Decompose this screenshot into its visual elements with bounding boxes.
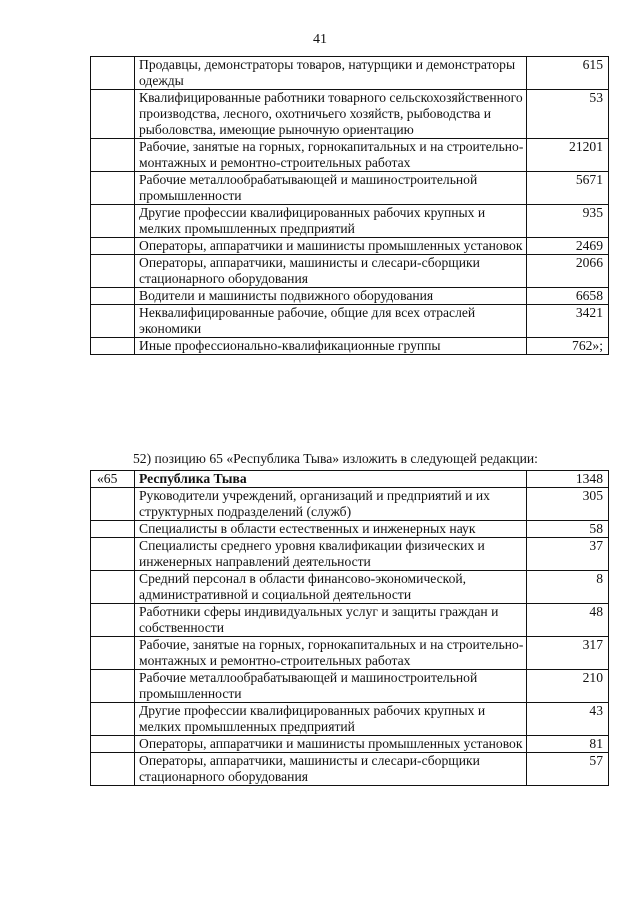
row-occupation-group: Специалисты среднего уровня квалификации физических и инженерных направлений деятельности	[135, 538, 527, 571]
row-occupation-group: Продавцы, демонстраторы товаров, натурщики и демонстраторы одежды	[135, 57, 527, 90]
row-value: 21201	[527, 139, 609, 172]
row-code	[91, 736, 135, 753]
row-value: 81	[527, 736, 609, 753]
amendment-paragraph: 52) позицию 65 «Республика Тыва» изложить в следующей редакции:	[133, 451, 538, 466]
table-row	[91, 288, 609, 305]
row-code	[91, 703, 135, 736]
row-occupation-group: Рабочие, занятые на горных, горнокапитальных и на строительно-монтажных и ремонтно-строительных работах	[135, 637, 527, 670]
row-value: 2066	[527, 255, 609, 288]
row-occupation-group: Водители и машинисты подвижного оборудования	[135, 288, 527, 305]
row-code	[91, 571, 135, 604]
table-row	[91, 604, 609, 637]
row-occupation-group: Специалисты в области естественных и инженерных наук	[135, 521, 527, 538]
row-code	[91, 205, 135, 238]
region-name: Республика Тыва	[135, 471, 527, 488]
row-code	[91, 604, 135, 637]
row-value: 2469	[527, 238, 609, 255]
row-code	[91, 238, 135, 255]
row-occupation-group: Рабочие, занятые на горных, горнокапитальных и на строительно-монтажных и ремонтно-строительных работах	[135, 139, 527, 172]
row-value: 317	[527, 637, 609, 670]
occupation-table-continued	[90, 56, 609, 355]
row-occupation-group: Руководители учреждений, организаций и предприятий и их структурных подразделений (служб)	[135, 488, 527, 521]
row-value: 57	[527, 753, 609, 786]
table-row	[91, 305, 609, 338]
row-code	[91, 172, 135, 205]
table-row	[91, 703, 609, 736]
row-value: 762»;	[527, 338, 609, 355]
row-occupation-group: Иные профессионально-квалификационные группы	[135, 338, 527, 355]
row-value: 37	[527, 538, 609, 571]
row-occupation-group: Работники сферы индивидуальных услуг и защиты граждан и собственности	[135, 604, 527, 637]
row-occupation-group: Операторы, аппаратчики, машинисты и слесари-сборщики стационарного оборудования	[135, 753, 527, 786]
row-occupation-group: Другие профессии квалифицированных рабочих крупных и мелких промышленных предприятий	[135, 703, 527, 736]
row-value: 58	[527, 521, 609, 538]
table-row	[91, 670, 609, 703]
row-value: 3421	[527, 305, 609, 338]
table-row	[91, 139, 609, 172]
row-code: «65	[91, 471, 135, 488]
row-occupation-group: Квалифицированные работники товарного сельскохозяйственного производства, лесного, охотничьего хозяйств, рыбоводства и рыболовства, имеющие рыночную ориентацию	[135, 90, 527, 139]
row-code	[91, 305, 135, 338]
row-code	[91, 753, 135, 786]
row-value: 53	[527, 90, 609, 139]
table-row	[91, 753, 609, 786]
table-row	[91, 255, 609, 288]
row-occupation-group: Рабочие металлообрабатывающей и машиностроительной промышленности	[135, 670, 527, 703]
row-occupation-group: Операторы, аппаратчики и машинисты промышленных установок	[135, 736, 527, 753]
row-value: 6658	[527, 288, 609, 305]
row-code	[91, 139, 135, 172]
row-code	[91, 90, 135, 139]
row-code	[91, 538, 135, 571]
row-code	[91, 488, 135, 521]
row-code	[91, 637, 135, 670]
table-row	[91, 571, 609, 604]
row-code	[91, 338, 135, 355]
row-occupation-group: Другие профессии квалифицированных рабочих крупных и мелких промышленных предприятий	[135, 205, 527, 238]
page-number: 41	[313, 32, 327, 47]
row-occupation-group: Операторы, аппаратчики и машинисты промышленных установок	[135, 238, 527, 255]
table-row	[91, 205, 609, 238]
row-code	[91, 255, 135, 288]
row-value: 48	[527, 604, 609, 637]
row-value: 43	[527, 703, 609, 736]
table-row-region-total	[91, 471, 609, 488]
row-value: 1348	[527, 471, 609, 488]
table-row	[91, 338, 609, 355]
table-row	[91, 736, 609, 753]
row-code	[91, 521, 135, 538]
row-value: 5671	[527, 172, 609, 205]
row-occupation-group: Средний персонал в области финансово-экономической, административной и социальной деятельности	[135, 571, 527, 604]
row-code	[91, 288, 135, 305]
row-occupation-group: Операторы, аппаратчики, машинисты и слесари-сборщики стационарного оборудования	[135, 255, 527, 288]
row-value: 8	[527, 571, 609, 604]
table-row	[91, 90, 609, 139]
table-body	[91, 57, 609, 355]
row-value: 305	[527, 488, 609, 521]
row-value: 935	[527, 205, 609, 238]
table-row	[91, 172, 609, 205]
row-value: 615	[527, 57, 609, 90]
table-body	[91, 471, 609, 786]
row-occupation-group: Неквалифицированные рабочие, общие для всех отраслей экономики	[135, 305, 527, 338]
table-row	[91, 521, 609, 538]
row-code	[91, 57, 135, 90]
tyva-republic-table	[90, 470, 609, 786]
row-value: 210	[527, 670, 609, 703]
table-row	[91, 637, 609, 670]
table-row	[91, 488, 609, 521]
table-row	[91, 238, 609, 255]
table-row	[91, 538, 609, 571]
table-row	[91, 57, 609, 90]
row-occupation-group: Рабочие металлообрабатывающей и машиностроительной промышленности	[135, 172, 527, 205]
row-code	[91, 670, 135, 703]
